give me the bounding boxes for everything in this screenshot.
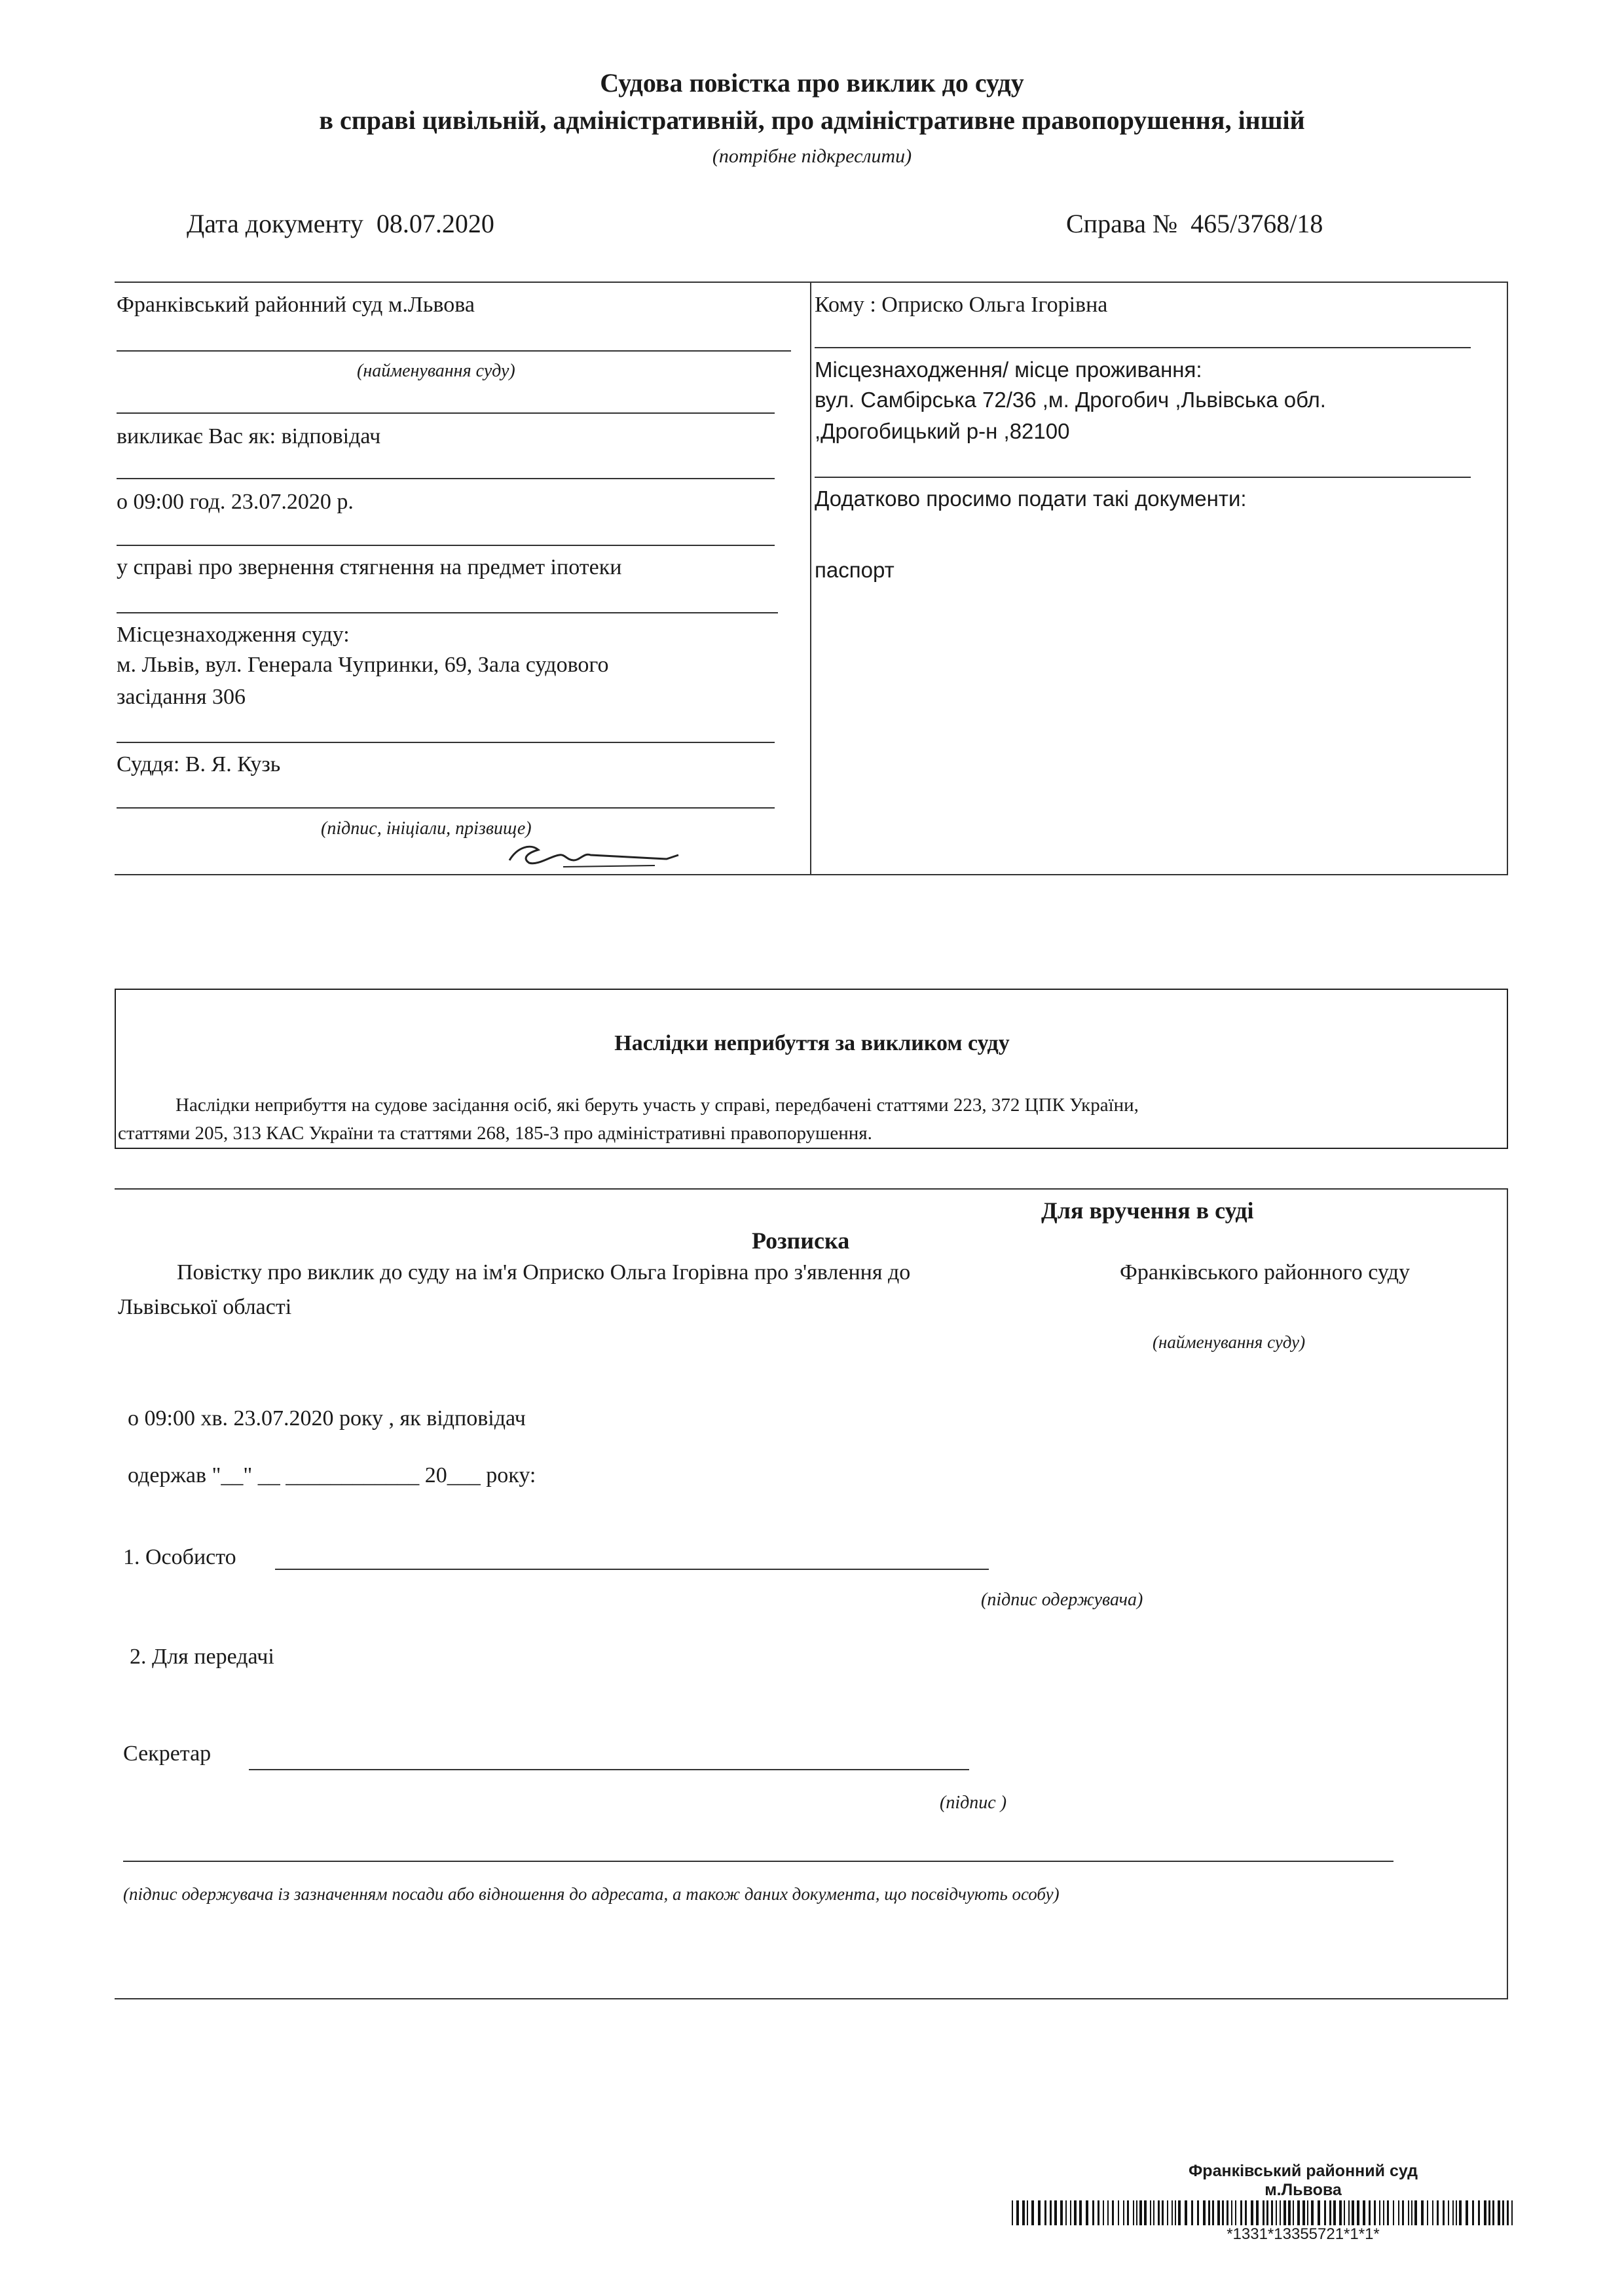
barcode-bar	[1074, 2200, 1077, 2225]
judge-line	[117, 807, 775, 809]
barcode-bar	[1421, 2200, 1424, 2225]
court-location-line2: засідання 306	[117, 685, 246, 709]
barcode-bar	[1031, 2200, 1034, 2225]
document-date-label: Дата документу	[187, 209, 363, 238]
signature-caption: (підпис, ініціали, прізвище)	[321, 818, 532, 839]
barcode-bar	[1488, 2200, 1490, 2225]
receipt-line1: Повістку про виклик до суду на ім'я Оприско Ольга Ігорівна про з'явлення до	[177, 1260, 911, 1285]
barcode-bar	[1411, 2200, 1412, 2225]
court-location-label: Місцезнаходження суду:	[117, 623, 350, 647]
barcode-bar	[1150, 2200, 1151, 2225]
residence-label: Місцезнаходження/ місце проживання:	[815, 357, 1202, 382]
barcode-bar	[1092, 2200, 1094, 2225]
barcode-bar	[1098, 2200, 1099, 2225]
barcode-bar	[1222, 2200, 1224, 2225]
secretary-signature-caption: (підпис )	[940, 1793, 1007, 1813]
barcode-bar	[1466, 2200, 1468, 2225]
summons-top-line	[117, 412, 775, 414]
personally-line	[275, 1569, 989, 1570]
bottom-signature-caption: (підпис одержувача із зазначенням посади або відношення до адресата, а також даних документа, що посвідчують особу)	[123, 1884, 1060, 1904]
underline-note: (потрібне підкреслити)	[712, 145, 912, 167]
barcode-bar	[1498, 2200, 1500, 2225]
barcode-bar	[1118, 2200, 1119, 2225]
barcode-bar	[1245, 2200, 1247, 2225]
barcode-bar	[1227, 2200, 1228, 2225]
barcode-bar	[1022, 2200, 1025, 2225]
receipt-time: о 09:00 хв. 23.07.2020 року , як відповідач	[128, 1406, 526, 1430]
case-number-value: 465/3768/18	[1190, 209, 1323, 238]
barcode-bar	[1339, 2200, 1342, 2225]
barcode-bar	[1065, 2200, 1067, 2225]
barcode-bar	[1357, 2200, 1359, 2225]
barcode-bar	[1086, 2200, 1088, 2225]
barcode-bar	[1329, 2200, 1331, 2225]
barcode-bar	[1016, 2200, 1019, 2225]
location-bottom-line	[117, 742, 775, 743]
barcode-bar	[1231, 2200, 1232, 2225]
barcode-bar	[1271, 2200, 1273, 2225]
recipient-line	[815, 347, 1471, 348]
barcode-bar	[1172, 2200, 1173, 2225]
barcode-bar	[1432, 2200, 1433, 2225]
barcode-bar	[1318, 2200, 1320, 2225]
barcode-bar	[1027, 2200, 1028, 2225]
barcode-bar	[1393, 2200, 1394, 2225]
bottom-border	[115, 874, 1508, 875]
hearing-time-line	[117, 545, 775, 546]
barcode-bar	[1293, 2200, 1294, 2225]
documents-value: паспорт	[815, 558, 895, 582]
document-title: Судова повістка про виклик до суду	[600, 68, 1024, 98]
top-border	[115, 282, 1508, 283]
case-number	[1066, 208, 1323, 239]
barcode-bar	[1251, 2200, 1253, 2225]
summons-role: викликає Вас як: відповідач	[117, 424, 381, 448]
barcode-bar	[1263, 2200, 1264, 2225]
barcode-bar	[1283, 2200, 1286, 2225]
barcode-bar	[1452, 2200, 1454, 2225]
barcode-bar	[1139, 2200, 1142, 2225]
barcode-bar	[1162, 2200, 1164, 2225]
barcode-bar	[1212, 2200, 1214, 2225]
footer-court-line2: м.Львова	[1264, 2181, 1342, 2199]
barcode-bar	[1472, 2200, 1474, 2225]
consequences-line1: Наслідки неприбуття на судове засідання осіб, які беруть участь у справі, передбачені статтями 223, 372 ЦПК України,	[175, 1095, 1139, 1116]
barcode-bar	[1044, 2200, 1046, 2225]
consequences-title: Наслідки неприбуття за викликом суду	[614, 1031, 1010, 1055]
barcode-bar	[1484, 2200, 1486, 2225]
barcode-bar	[1280, 2200, 1281, 2225]
barcode-bar	[1387, 2200, 1389, 2225]
barcode-bar	[1240, 2200, 1242, 2225]
barcode	[1012, 2200, 1516, 2225]
barcode-bar	[1459, 2200, 1462, 2225]
barcode-bar	[1208, 2200, 1210, 2225]
barcode-bar	[1103, 2200, 1104, 2225]
footer-court-line1: Франківський районний суд	[1188, 2162, 1418, 2180]
receipt-court-caption: (найменування суду)	[1153, 1332, 1306, 1352]
barcode-bar	[1333, 2200, 1336, 2225]
barcode-bar	[1123, 2200, 1124, 2225]
receipt-right-border	[1507, 1188, 1508, 1999]
barcode-bar	[1256, 2200, 1259, 2225]
receipt-bottom-border	[115, 1998, 1508, 1999]
barcode-bar	[1038, 2200, 1041, 2225]
receipt-court-name: Франківського районного суду	[1120, 1260, 1411, 1285]
barcode-bar	[1302, 2200, 1305, 2225]
document-subtitle: в справі цивільній, адміністративній, про адміністративне правопорушення, іншій	[319, 105, 1305, 135]
barcode-bar	[1060, 2200, 1063, 2225]
barcode-bar	[1456, 2200, 1457, 2225]
barcode-bar	[1197, 2200, 1199, 2225]
barcode-bar	[1050, 2200, 1052, 2225]
barcode-bar	[1427, 2200, 1428, 2225]
barcode-bar	[1408, 2200, 1409, 2225]
documents-label: Додатково просимо подати такі документи:	[815, 486, 1247, 511]
barcode-bar	[1363, 2200, 1365, 2225]
barcode-text: *1331*13355721*1*1*	[1227, 2225, 1380, 2243]
barcode-bar	[1235, 2200, 1236, 2225]
receipt-title: Розписка	[752, 1228, 850, 1254]
barcode-bar	[1107, 2200, 1109, 2225]
recipient-name: Кому : Оприско Ольга Ігорівна	[815, 293, 1108, 317]
document-date	[187, 208, 494, 239]
barcode-bar	[1136, 2200, 1137, 2225]
receipt-line2: Львівської області	[118, 1295, 292, 1319]
receipt-top-border	[115, 1188, 1508, 1190]
barcode-bar	[1492, 2200, 1494, 2225]
barcode-bar	[1478, 2200, 1480, 2225]
barcode-bar	[1191, 2200, 1193, 2225]
for-transfer-label: 2. Для передачі	[130, 1645, 274, 1669]
case-subject: у справі про звернення стягнення на предмет іпотеки	[117, 555, 622, 579]
barcode-bar	[1185, 2200, 1187, 2225]
barcode-bar	[1511, 2200, 1513, 2225]
recipient-address-line2: ,Дрогобицький р-н ,82100	[815, 419, 1070, 443]
barcode-bar	[1352, 2200, 1354, 2225]
barcode-bar	[1348, 2200, 1350, 2225]
barcode-bar	[1127, 2200, 1129, 2225]
recipient-address-line1: вул. Самбірська 72/36 ,м. Дрогобич ,Львівська обл.	[815, 388, 1326, 412]
address-line	[815, 477, 1471, 478]
bottom-signature-line	[123, 1861, 1393, 1862]
barcode-bar	[1266, 2200, 1268, 2225]
barcode-bar	[1079, 2200, 1082, 2225]
barcode-bar	[1054, 2200, 1057, 2225]
consequences-line2: статтями 205, 313 КАС України та статтями 268, 185-3 про адміністративні правопорушення.	[118, 1123, 872, 1144]
court-name-caption: (найменування суду)	[357, 361, 515, 381]
barcode-bar	[1217, 2200, 1220, 2225]
barcode-bar	[1311, 2200, 1314, 2225]
barcode-bar	[1383, 2200, 1384, 2225]
barcode-bar	[1414, 2200, 1417, 2225]
received-date: одержав "__" __ ____________ 20___ року:	[128, 1463, 536, 1487]
barcode-bar	[1070, 2200, 1071, 2225]
barcode-bar	[1175, 2200, 1176, 2225]
barcode-bar	[1398, 2200, 1399, 2225]
barcode-bar	[1167, 2200, 1168, 2225]
secretary-label: Секретар	[123, 1741, 212, 1766]
summons-bottom-line	[117, 478, 775, 479]
recipient-signature-caption: (підпис одержувача)	[981, 1590, 1143, 1610]
personally-label: 1. Особисто	[123, 1545, 236, 1569]
barcode-bar	[1288, 2200, 1291, 2225]
right-border	[1507, 282, 1508, 875]
for-court-label: Для вручення в суді	[1041, 1197, 1254, 1224]
barcode-bar	[1133, 2200, 1134, 2225]
barcode-bar	[1203, 2200, 1206, 2225]
barcode-bar	[1344, 2200, 1345, 2225]
judge-name: Суддя: В. Я. Кузь	[117, 752, 281, 776]
barcode-bar	[1379, 2200, 1380, 2225]
case-number-label: Справа №	[1066, 209, 1178, 238]
barcode-bar	[1276, 2200, 1277, 2225]
barcode-bar	[1012, 2200, 1013, 2225]
barcode-bar	[1507, 2200, 1509, 2225]
court-location-line1: м. Львів, вул. Генерала Чупринки, 69, Зала судового	[117, 653, 609, 677]
barcode-bar	[1112, 2200, 1114, 2225]
barcode-bar	[1158, 2200, 1160, 2225]
barcode-bar	[1178, 2200, 1181, 2225]
barcode-bar	[1153, 2200, 1154, 2225]
barcode-bar	[1374, 2200, 1376, 2225]
document-date-value: 08.07.2020	[376, 209, 494, 238]
barcode-bar	[1144, 2200, 1147, 2225]
case-subject-line	[117, 612, 778, 613]
barcode-bar	[1437, 2200, 1439, 2225]
barcode-bar	[1502, 2200, 1504, 2225]
secretary-line	[249, 1769, 969, 1770]
hearing-time: о 09:00 год. 23.07.2020 р.	[117, 490, 354, 514]
barcode-bar	[1324, 2200, 1326, 2225]
barcode-bar	[1448, 2200, 1449, 2225]
barcode-bar	[1297, 2200, 1300, 2225]
barcode-bar	[1402, 2200, 1404, 2225]
court-name: Франківський районний суд м.Львова	[117, 293, 475, 317]
judge-signature	[491, 826, 688, 872]
court-name-line	[117, 350, 791, 352]
barcode-bar	[1369, 2200, 1371, 2225]
barcode-bar	[1443, 2200, 1445, 2225]
column-divider	[810, 282, 811, 875]
barcode-bar	[1307, 2200, 1308, 2225]
